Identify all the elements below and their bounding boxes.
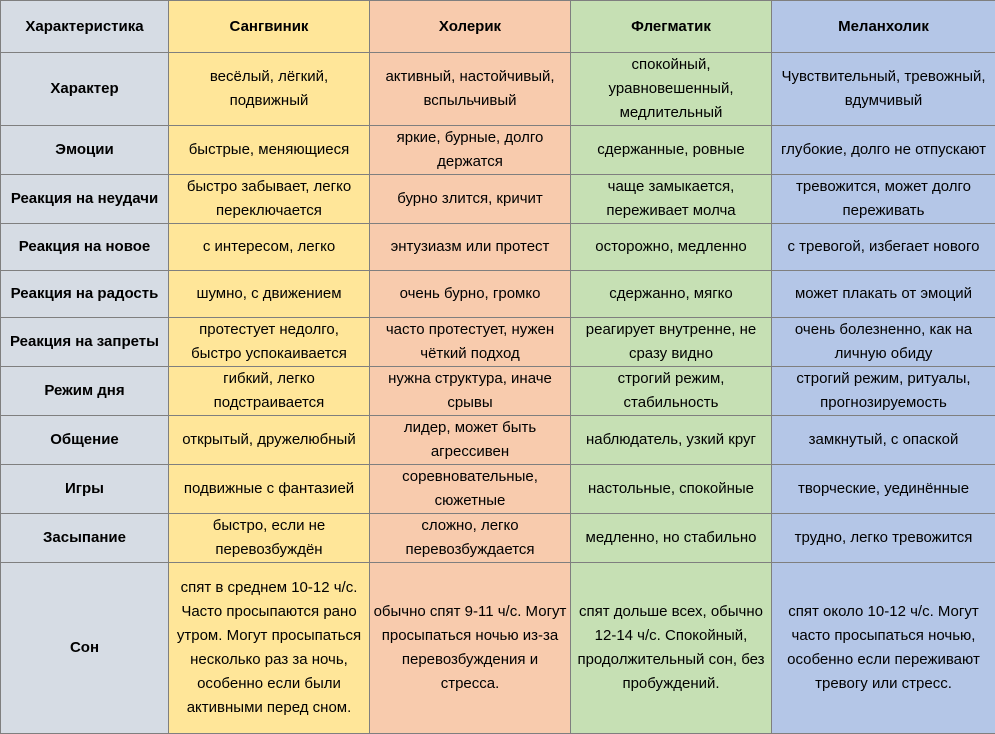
cell-choleric: очень бурно, громко bbox=[370, 271, 571, 318]
cell-phlegmatic: настольные, спокойные bbox=[571, 465, 772, 514]
cell-choleric: активный, настойчивый, вспыльчивый bbox=[370, 53, 571, 126]
cell-phlegmatic: наблюдатель, узкий круг bbox=[571, 416, 772, 465]
cell-phlegmatic: сдержанно, мягко bbox=[571, 271, 772, 318]
cell-phlegmatic: чаще замыкается, переживает молча bbox=[571, 175, 772, 224]
cell-sanguine: весёлый, лёгкий, подвижный bbox=[169, 53, 370, 126]
row-label: Реакция на новое bbox=[1, 224, 169, 271]
header-melancholic: Меланхолик bbox=[772, 1, 995, 53]
table-row bbox=[1, 563, 995, 734]
cell-melancholic: замкнутый, с опаской bbox=[772, 416, 995, 465]
row-label: Характер bbox=[1, 53, 169, 126]
cell-melancholic: спят около 10-12 ч/с. Могут часто просыпаться ночью, особенно если переживают тревогу или стресс. bbox=[772, 563, 995, 734]
table-row bbox=[1, 318, 995, 367]
cell-sanguine: быстро забывает, легко переключается bbox=[169, 175, 370, 224]
cell-melancholic: Чувствительный, тревожный, вдумчивый bbox=[772, 53, 995, 126]
cell-choleric: обычно спят 9-11 ч/с. Могут просыпаться ночью из-за перевозбуждения и стресса. bbox=[370, 563, 571, 734]
cell-melancholic: строгий режим, ритуалы, прогнозируемость bbox=[772, 367, 995, 416]
cell-choleric: бурно злится, кричит bbox=[370, 175, 571, 224]
table-row bbox=[1, 271, 995, 318]
cell-melancholic: тревожится, может долго переживать bbox=[772, 175, 995, 224]
cell-sanguine: шумно, с движением bbox=[169, 271, 370, 318]
cell-phlegmatic: строгий режим, стабильность bbox=[571, 367, 772, 416]
cell-sanguine: открытый, дружелюбный bbox=[169, 416, 370, 465]
cell-melancholic: с тревогой, избегает нового bbox=[772, 224, 995, 271]
cell-choleric: сложно, легко перевозбуждается bbox=[370, 514, 571, 563]
cell-phlegmatic: спокойный, уравновешенный, медлительный bbox=[571, 53, 772, 126]
cell-sanguine: с интересом, легко bbox=[169, 224, 370, 271]
cell-choleric: яркие, бурные, долго держатся bbox=[370, 126, 571, 175]
table-row bbox=[1, 465, 995, 514]
table-row bbox=[1, 224, 995, 271]
cell-sanguine: быстро, если не перевозбуждён bbox=[169, 514, 370, 563]
table-row bbox=[1, 53, 995, 126]
cell-sanguine: спят в среднем 10-12 ч/с. Часто просыпаются рано утром. Могут просыпаться несколько раз за ночь, особенно если были активными перед сном. bbox=[169, 563, 370, 734]
row-label: Эмоции bbox=[1, 126, 169, 175]
table-row bbox=[1, 175, 995, 224]
header-characteristic: Характеристика bbox=[1, 1, 169, 53]
table-row bbox=[1, 416, 995, 465]
cell-phlegmatic: спят дольше всех, обычно 12-14 ч/с. Спокойный, продолжительный сон, без пробуждений. bbox=[571, 563, 772, 734]
cell-phlegmatic: осторожно, медленно bbox=[571, 224, 772, 271]
cell-choleric: соревновательные, сюжетные bbox=[370, 465, 571, 514]
cell-sanguine: протестует недолго, быстро успокаивается bbox=[169, 318, 370, 367]
row-label: Реакция на радость bbox=[1, 271, 169, 318]
row-label: Реакция на неудачи bbox=[1, 175, 169, 224]
cell-melancholic: трудно, легко тревожится bbox=[772, 514, 995, 563]
cell-sanguine: подвижные с фантазией bbox=[169, 465, 370, 514]
row-label: Сон bbox=[1, 563, 169, 734]
cell-choleric: лидер, может быть агрессивен bbox=[370, 416, 571, 465]
header-sanguine: Сангвиник bbox=[169, 1, 370, 53]
header-row bbox=[1, 1, 995, 53]
row-label: Реакция на запреты bbox=[1, 318, 169, 367]
row-label: Общение bbox=[1, 416, 169, 465]
table-row bbox=[1, 126, 995, 175]
cell-phlegmatic: сдержанные, ровные bbox=[571, 126, 772, 175]
cell-melancholic: может плакать от эмоций bbox=[772, 271, 995, 318]
cell-melancholic: глубокие, долго не отпускают bbox=[772, 126, 995, 175]
cell-melancholic: творческие, уединённые bbox=[772, 465, 995, 514]
row-label: Режим дня bbox=[1, 367, 169, 416]
cell-melancholic: очень болезненно, как на личную обиду bbox=[772, 318, 995, 367]
header-phlegmatic: Флегматик bbox=[571, 1, 772, 53]
table-row bbox=[1, 514, 995, 563]
cell-sanguine: гибкий, легко подстраивается bbox=[169, 367, 370, 416]
table-row bbox=[1, 367, 995, 416]
cell-phlegmatic: медленно, но стабильно bbox=[571, 514, 772, 563]
header-choleric: Холерик bbox=[370, 1, 571, 53]
cell-choleric: нужна структура, иначе срывы bbox=[370, 367, 571, 416]
row-label: Засыпание bbox=[1, 514, 169, 563]
cell-phlegmatic: реагирует внутренне, не сразу видно bbox=[571, 318, 772, 367]
row-label: Игры bbox=[1, 465, 169, 514]
cell-choleric: энтузиазм или протест bbox=[370, 224, 571, 271]
cell-sanguine: быстрые, меняющиеся bbox=[169, 126, 370, 175]
cell-choleric: часто протестует, нужен чёткий подход bbox=[370, 318, 571, 367]
